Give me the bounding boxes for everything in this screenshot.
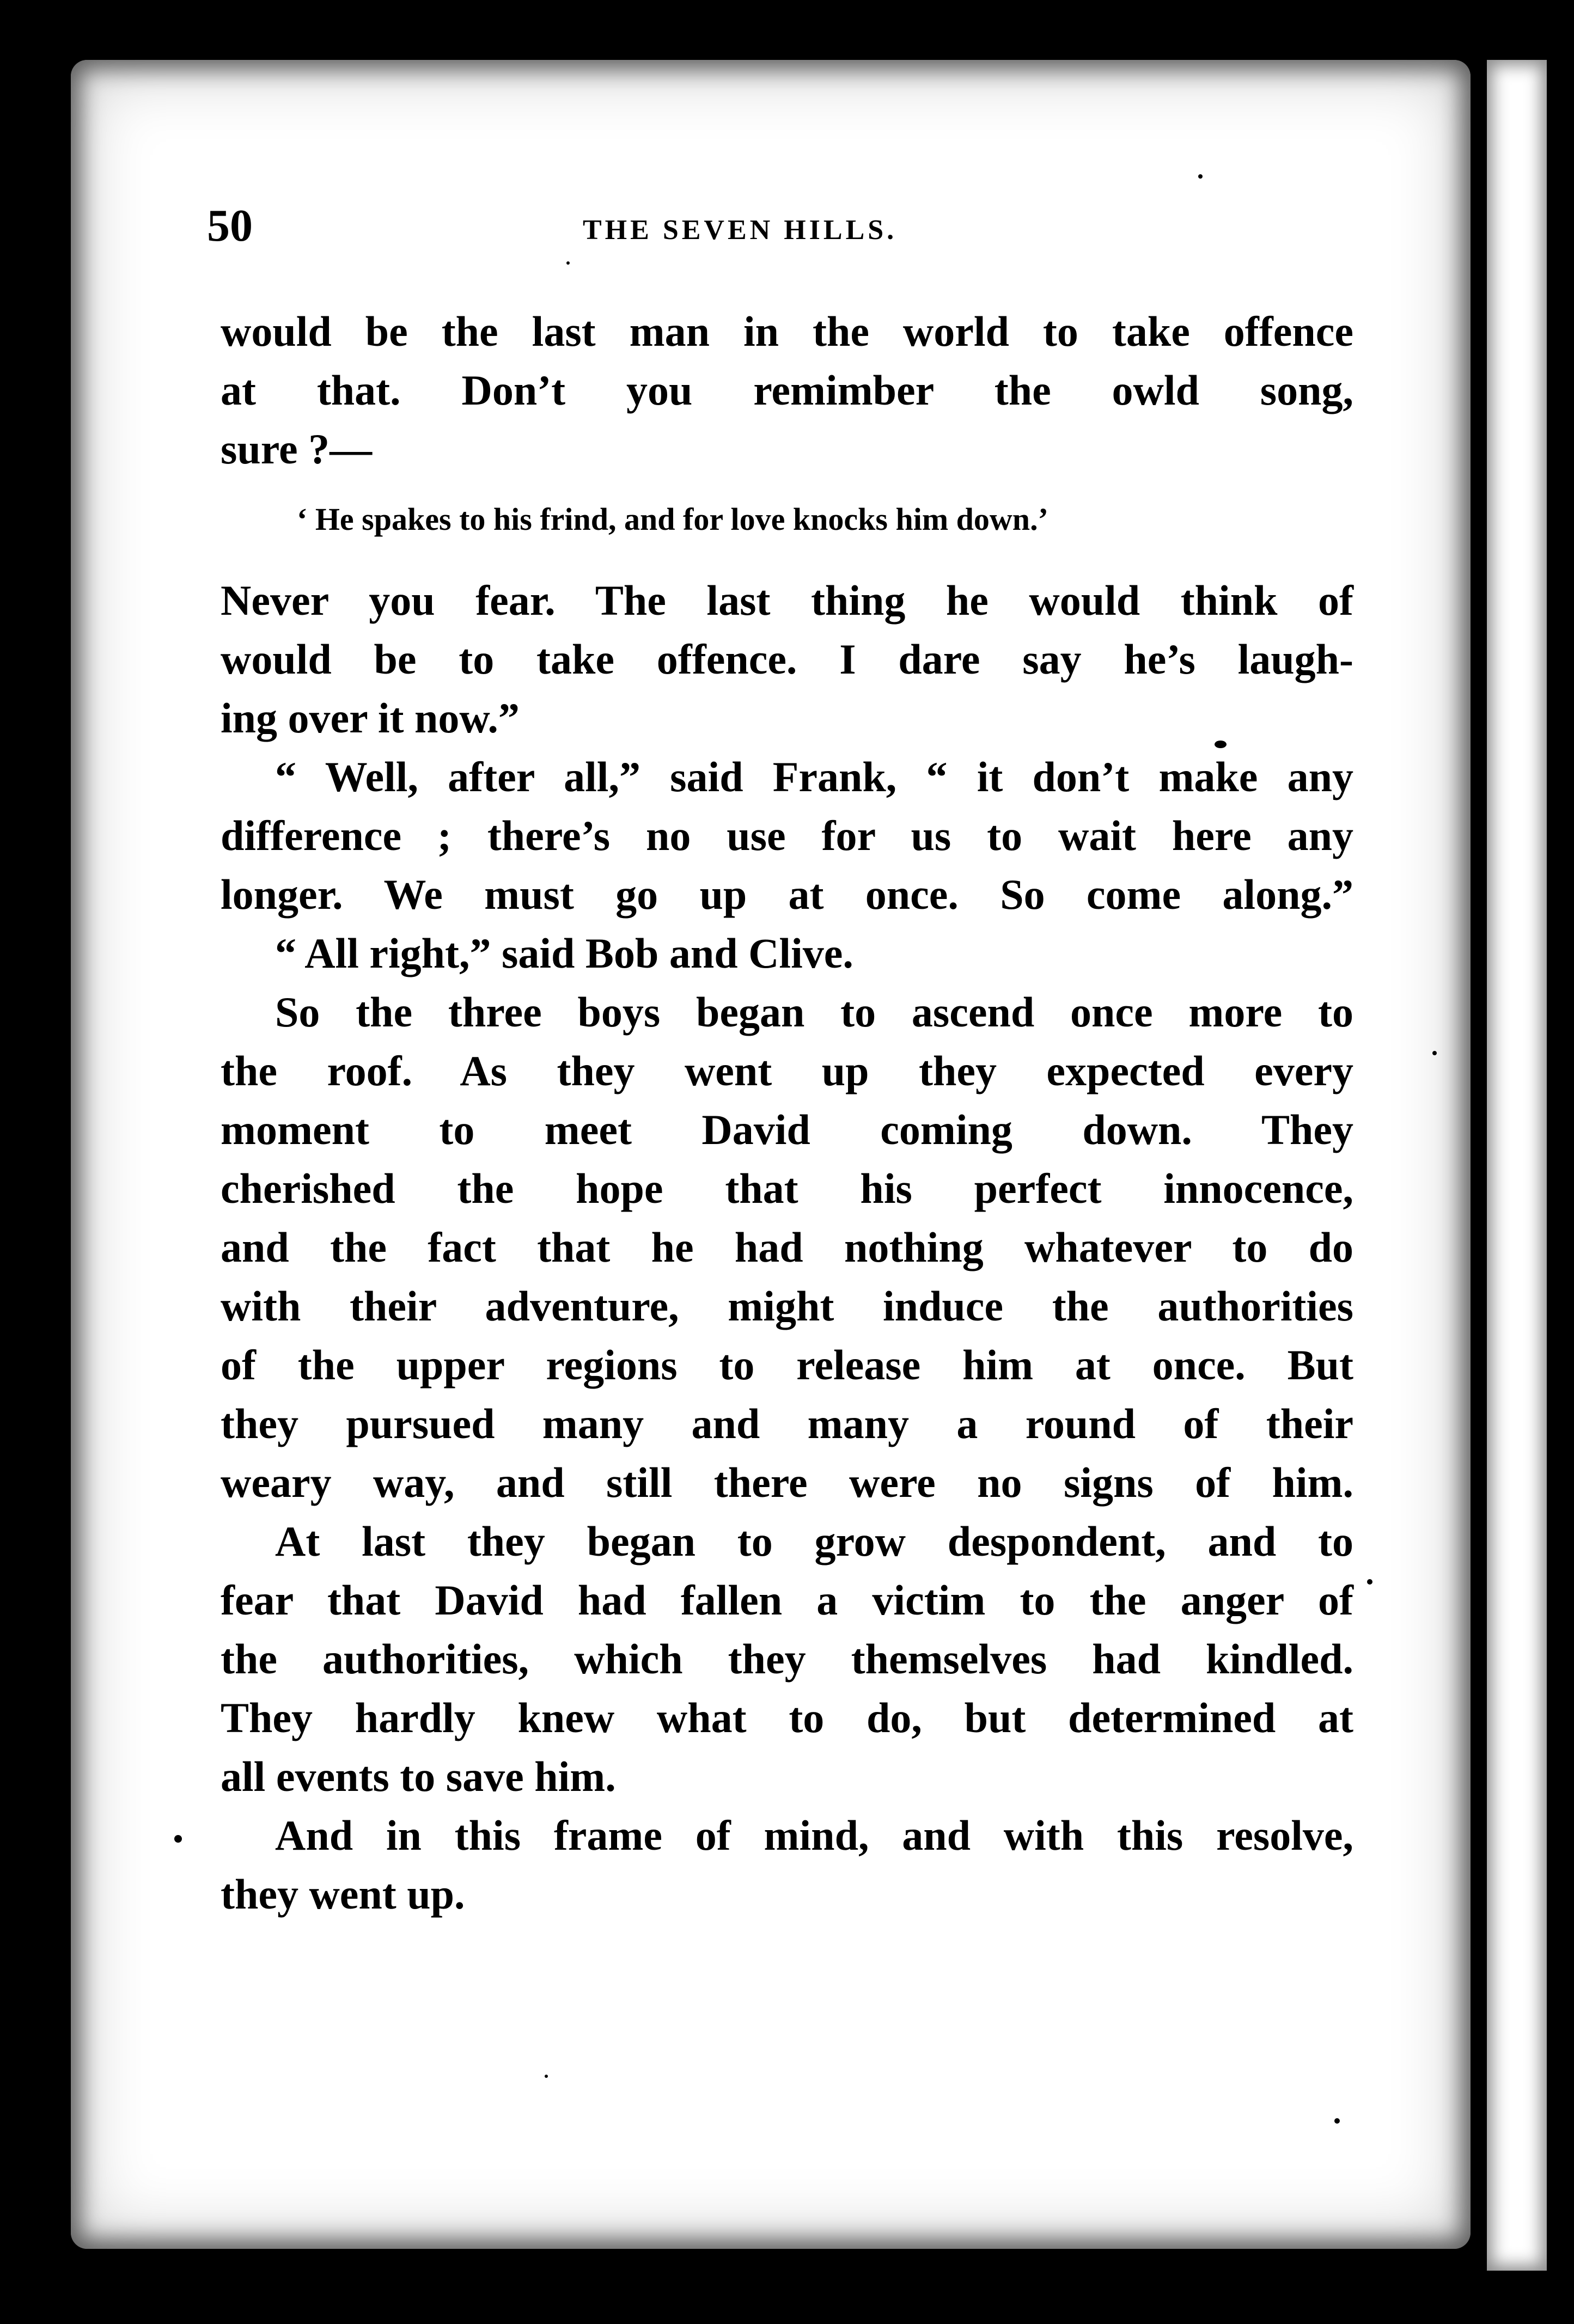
text-line: at that. Don’t you remimber the owld song, — [221, 366, 1353, 414]
text-line: would be the last man in the world to take offence — [221, 308, 1353, 355]
text-line: would be to take offence. I dare say he’s laugh- — [221, 635, 1353, 683]
text-line: of the upper regions to release him at once. But — [221, 1341, 1353, 1389]
scan-speck — [545, 2075, 548, 2078]
text-line: fear that David had fallen a victim to the anger of — [221, 1576, 1353, 1624]
text-line: longer. We must go up at once. So come along.” — [221, 871, 1353, 918]
text-line: the authorities, which they themselves had kindled. — [221, 1635, 1353, 1683]
text-line: At last they began to grow despondent, and to — [275, 1518, 1353, 1565]
text-line: they went up. — [221, 1870, 465, 1918]
scan-speck — [174, 1835, 182, 1843]
scan-speck — [1334, 2118, 1340, 2124]
text-line: difference ; there’s no use for us to wait here any — [221, 812, 1353, 859]
page-number: 50 — [207, 200, 253, 251]
page-header — [207, 196, 1351, 256]
text-line: ing over it now.” — [221, 694, 520, 742]
text-line: And in this frame of mind, and with this resolve, — [275, 1812, 1353, 1859]
scan-speck — [1215, 741, 1227, 748]
text-line: the roof. As they went up they expected every — [221, 1047, 1353, 1094]
text-line: “ All right,” said Bob and Clive. — [275, 929, 853, 977]
text-line: they pursued many and many a round of their — [221, 1400, 1353, 1447]
scan-speck — [566, 261, 570, 265]
text-line: with their adventure, might induce the authorities — [221, 1282, 1353, 1330]
text-line: weary way, and still there were no signs of him. — [221, 1459, 1353, 1506]
verse-quotation: ‘ He spakes to his frind, and for love knocks him down.’ — [297, 502, 1048, 537]
text-line: all events to save him. — [221, 1753, 616, 1800]
text-line: sure ?— — [221, 425, 373, 473]
scan-speck — [1198, 174, 1203, 179]
text-line: They hardly knew what to do, but determined at — [221, 1694, 1353, 1741]
text-line: and the fact that he had nothing whatever to do — [221, 1224, 1353, 1271]
page-gutter-edge — [1471, 60, 1487, 2271]
running-head: THE SEVEN HILLS. — [583, 215, 898, 246]
text-line: moment to meet David coming down. They — [221, 1106, 1353, 1153]
body-text — [221, 302, 1353, 1924]
spacer — [221, 560, 1353, 571]
scan-speck — [1432, 1051, 1437, 1055]
text-line: Never you fear. The last thing he would think of — [221, 577, 1353, 624]
text-line: cherished the hope that his perfect innocence, — [221, 1165, 1353, 1212]
text-line: “ Well, after all,” said Frank, “ it don’t make any — [275, 753, 1353, 800]
scan-speck — [1367, 1579, 1372, 1585]
text-line: So the three boys began to ascend once more to — [275, 988, 1353, 1036]
adjacent-page-strip — [1487, 60, 1547, 2271]
